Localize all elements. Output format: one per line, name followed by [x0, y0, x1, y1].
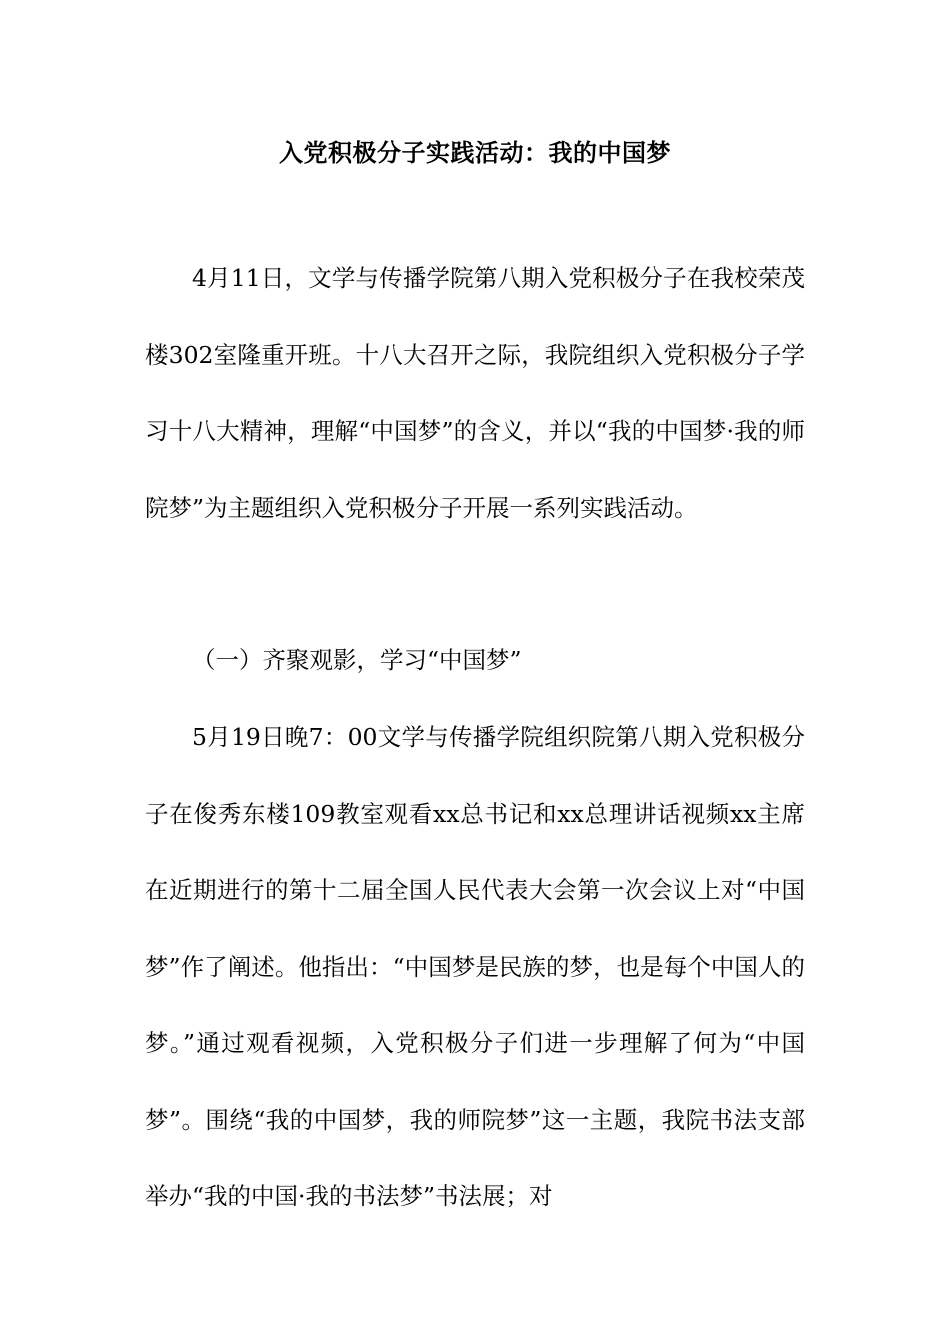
section-heading-block [145, 622, 805, 699]
body-paragraph: 4月11日，文学与传播学院第八期入党积极分子在我校荣茂楼302室隆重开班。十八大召开之际，我院组织入党积极分子学习十八大精神，理解“中国梦”的含义，并以“我的中国梦·我的师院梦”为主题组织入党积极分子开展一系列实践活动。 [145, 264, 805, 522]
document-title: 入党积极分子实践活动：我的中国梦 [279, 138, 671, 167]
paragraph-block-2 [145, 699, 805, 1235]
body-paragraph: 5月19日晚7：00文学与传播学院组织院第八期入党积极分子在俊秀东楼109教室观看xx总书记和xx总理讲话视频xx主席在近期进行的第十二届全国人民代表大会第一次会议上对“中国梦”作了阐述。他指出：“中国梦是民族的梦，也是每个中国人的梦。”通过观看视频，入党积极分子们进一步理解了何为“中国梦”。围绕“我的中国梦，我的师院梦”这一主题，我院书法支部举办“我的中国·我的书法梦”书法展；对 [145, 723, 805, 1210]
section-heading: （一）齐聚观影，学习“中国梦” [192, 646, 522, 674]
paragraph-block-1 [145, 240, 805, 546]
